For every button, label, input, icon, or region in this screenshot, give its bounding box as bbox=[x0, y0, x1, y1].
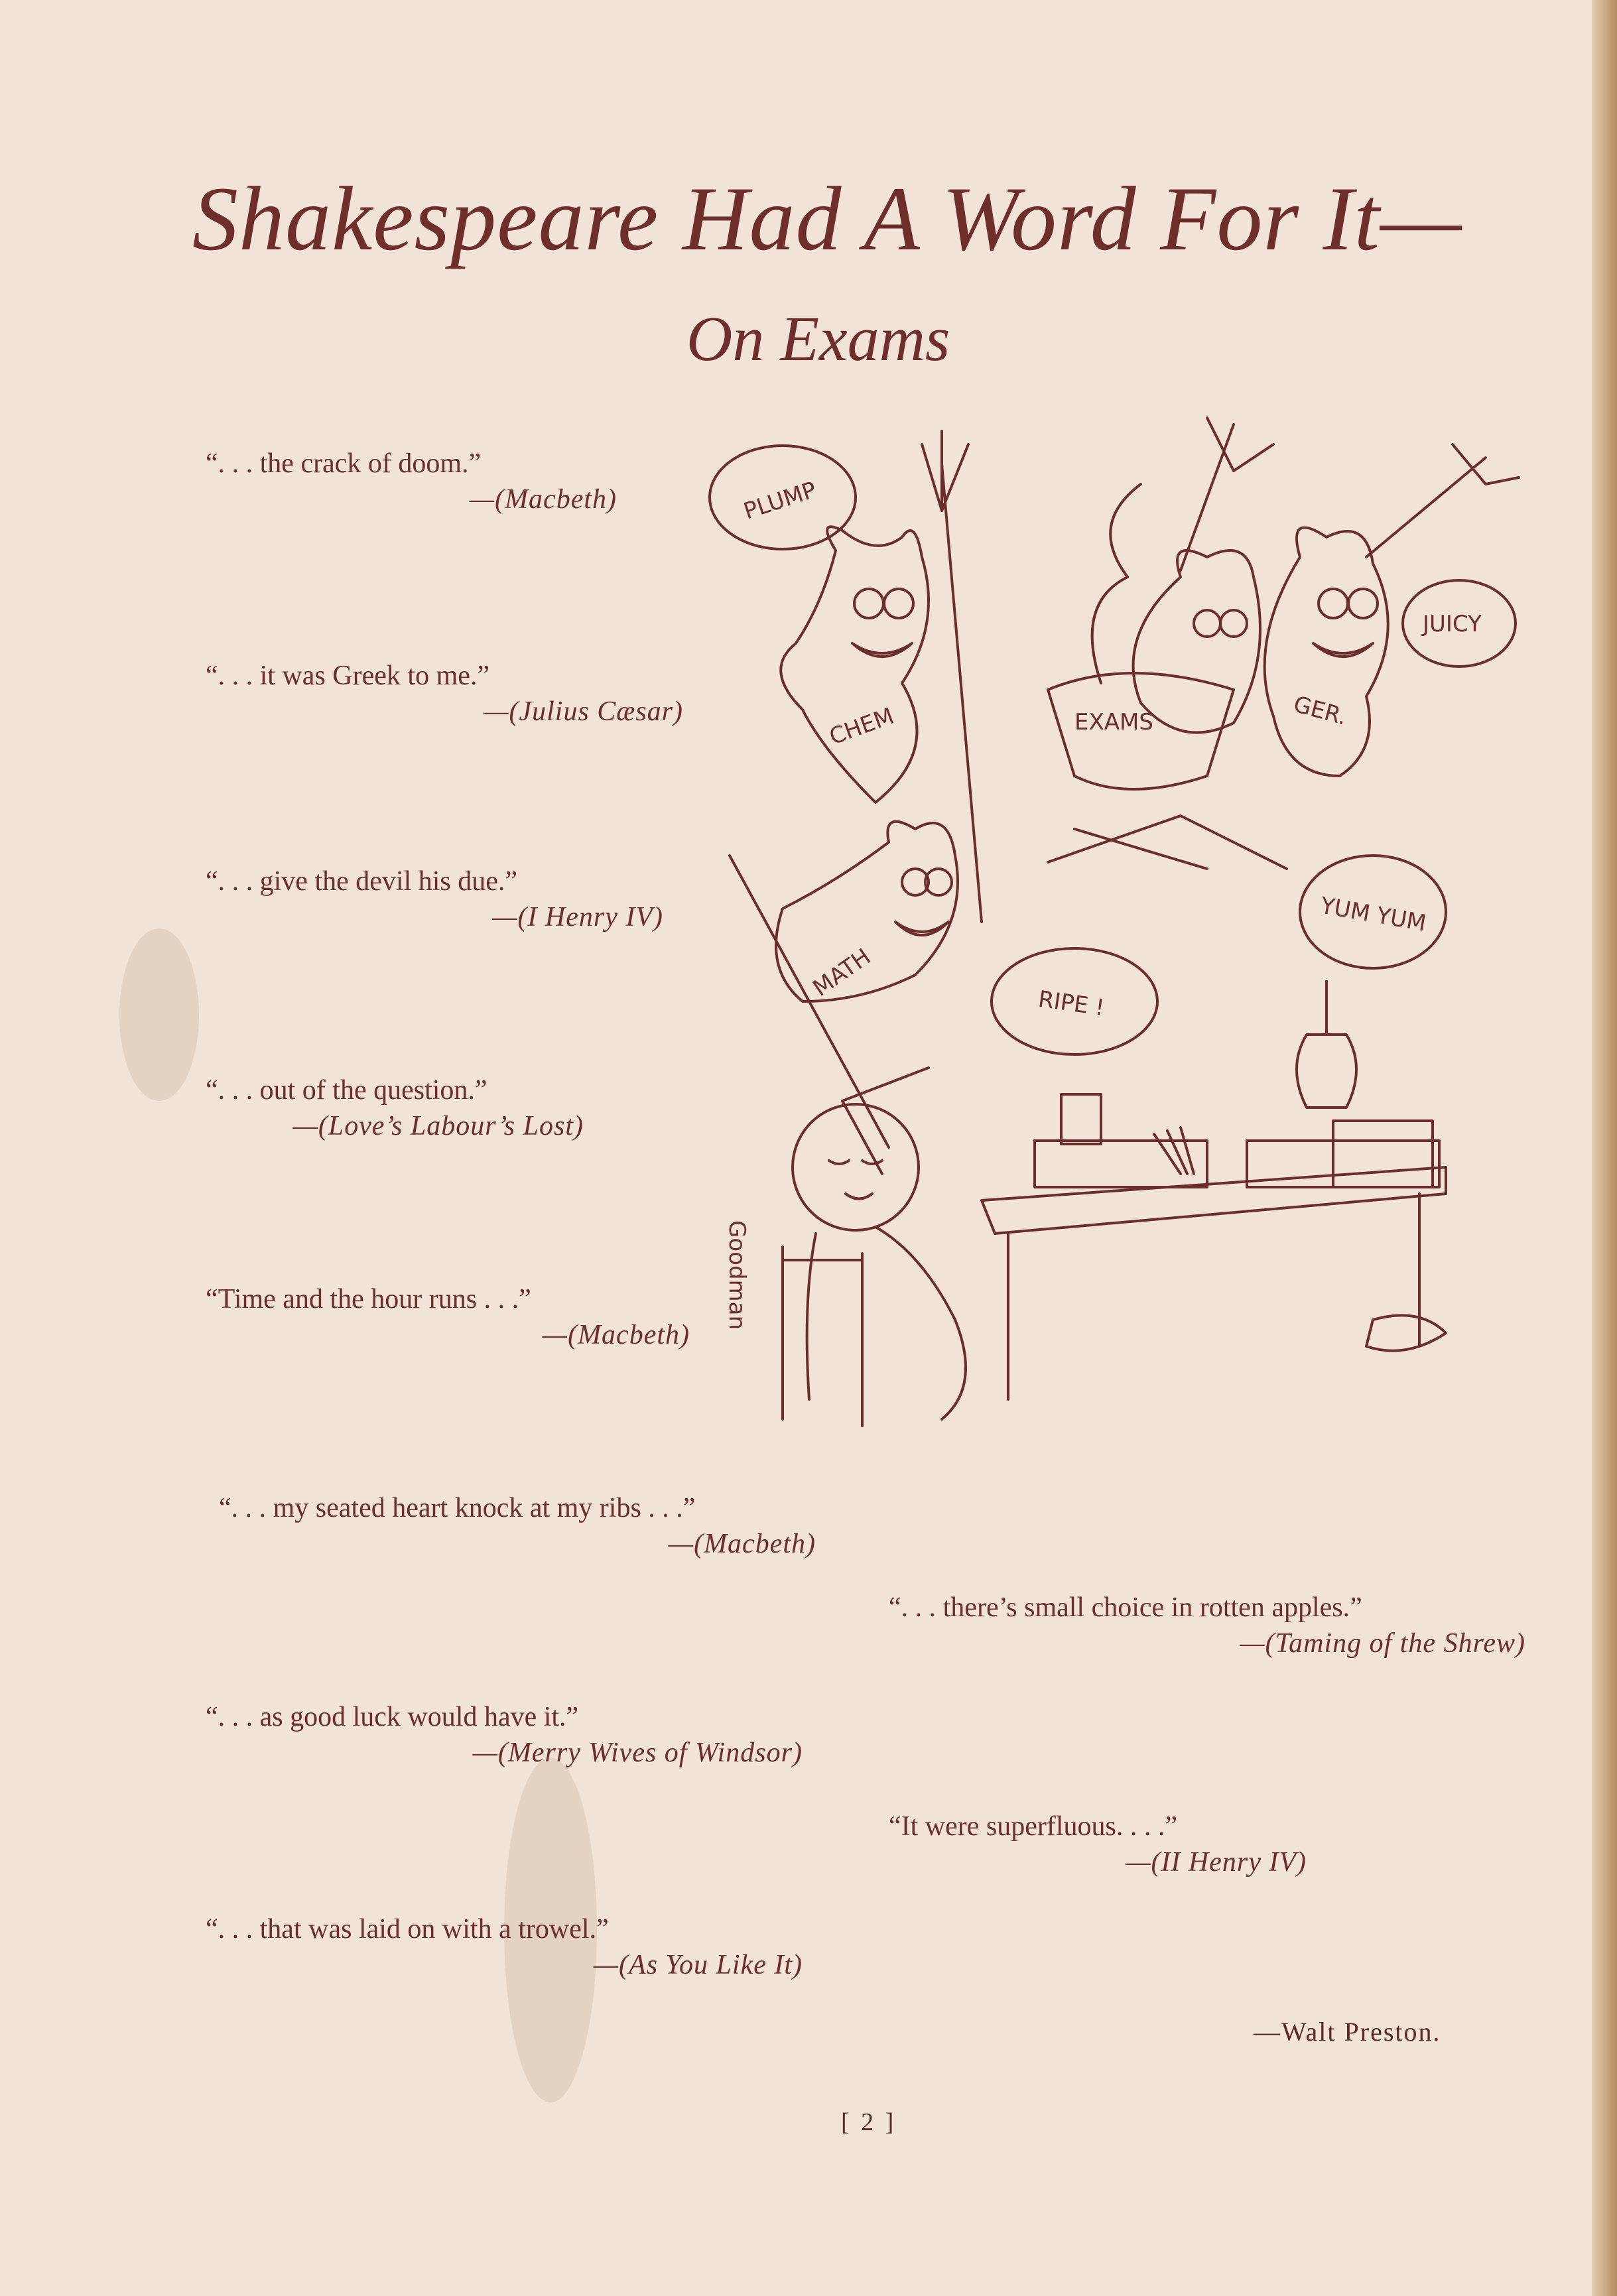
pitchfork bbox=[1181, 418, 1273, 570]
quote-source: —(Taming of the Shrew) bbox=[1240, 1628, 1525, 1659]
devil-label-chem: CHEM bbox=[826, 702, 897, 751]
devil-eye bbox=[1220, 610, 1247, 637]
pencils bbox=[1154, 1127, 1194, 1174]
devil-grin bbox=[1313, 643, 1373, 657]
devil-eye bbox=[1348, 589, 1378, 618]
devil-math bbox=[776, 822, 958, 1001]
quote-text: “. . . out of the question.” bbox=[206, 1075, 487, 1106]
devil-grin bbox=[895, 922, 948, 935]
quote-text: “Time and the hour runs . . .” bbox=[206, 1284, 531, 1314]
cartoon-drawing bbox=[703, 405, 1539, 1439]
quote bbox=[206, 1074, 584, 1142]
pitchfork bbox=[730, 856, 929, 1174]
author-byline: —Walt Preston. bbox=[1254, 2017, 1441, 2047]
quote-text: “. . . as good luck would have it.” bbox=[206, 1702, 579, 1732]
quote-source: —(Merry Wives of Windsor) bbox=[472, 1738, 803, 1768]
quote bbox=[206, 865, 663, 933]
devil-eye bbox=[884, 589, 913, 618]
quote bbox=[889, 1592, 1525, 1659]
fire-logs bbox=[1048, 816, 1287, 869]
bubble-text-juicy: JUICY bbox=[1423, 611, 1482, 637]
quote-source: —(As You Like It) bbox=[593, 1950, 803, 1980]
quote-text: “. . . give the devil his due.” bbox=[206, 866, 518, 897]
quote bbox=[219, 1492, 816, 1560]
oil-lamp bbox=[1297, 982, 1356, 1108]
student-face bbox=[829, 1161, 882, 1199]
bubble-text-ripe: RIPE ! bbox=[1036, 986, 1106, 1022]
stain bbox=[119, 928, 199, 1101]
quote-text: “. . . it was Greek to me.” bbox=[206, 661, 490, 691]
page-edge bbox=[1592, 0, 1617, 2296]
page-title: Shakespeare Had A Word For It— bbox=[192, 168, 1462, 269]
quote bbox=[206, 448, 617, 515]
devil-chem bbox=[781, 527, 929, 802]
page-subtitle: On Exams bbox=[686, 303, 950, 374]
exam-devils-cartoon bbox=[703, 405, 1539, 1439]
bubble-text-plump: PLUMP bbox=[740, 476, 820, 525]
devil-eye bbox=[854, 589, 883, 618]
chair bbox=[783, 1247, 862, 1426]
devil-label-math: MATH bbox=[808, 943, 876, 1002]
devil-label-ger: GER. bbox=[1291, 690, 1350, 731]
page-number: [ 2 ] bbox=[841, 2108, 897, 2136]
pitchfork bbox=[922, 431, 982, 922]
quote-source: —(I Henry IV) bbox=[492, 902, 663, 932]
quote bbox=[206, 660, 683, 728]
artist-signature: Goodman bbox=[724, 1220, 750, 1330]
quote-source: —(Love’s Labour’s Lost) bbox=[292, 1111, 584, 1141]
quote-text: “. . . that was laid on with a trowel.” bbox=[206, 1914, 609, 1945]
quote-text: “It were superfluous. . . .” bbox=[889, 1811, 1178, 1842]
quote-text: “. . . there’s small choice in rotten apples.” bbox=[889, 1592, 1362, 1623]
quote-text: “. . . the crack of doom.” bbox=[206, 448, 482, 479]
desk bbox=[982, 1167, 1446, 1399]
devil-eye bbox=[1194, 610, 1220, 637]
student-body bbox=[807, 1227, 966, 1419]
devil-grin bbox=[852, 643, 912, 657]
drinking-glass bbox=[1061, 1094, 1101, 1144]
book-stack bbox=[1333, 1121, 1433, 1187]
quote bbox=[206, 1701, 803, 1769]
devil-label-exams: EXAMS bbox=[1074, 709, 1153, 735]
quote bbox=[889, 1811, 1307, 1878]
quote-source: —(Macbeth) bbox=[469, 484, 617, 515]
devil-exams bbox=[1133, 550, 1260, 733]
pitchfork bbox=[1366, 444, 1519, 557]
devil-eye bbox=[1319, 589, 1348, 618]
plate bbox=[1366, 1315, 1446, 1350]
quote-source: —(II Henry IV) bbox=[1126, 1847, 1307, 1878]
quote bbox=[206, 1913, 803, 1981]
quote-text: “. . . my seated heart knock at my ribs . . .” bbox=[219, 1493, 696, 1523]
quote-source: —(Julius Cæsar) bbox=[484, 696, 683, 727]
quote bbox=[206, 1283, 690, 1351]
bubble-text-yum-yum: YUM YUM bbox=[1318, 892, 1429, 937]
quote-source: —(Macbeth) bbox=[542, 1320, 690, 1350]
quote-source: —(Macbeth) bbox=[668, 1529, 816, 1559]
